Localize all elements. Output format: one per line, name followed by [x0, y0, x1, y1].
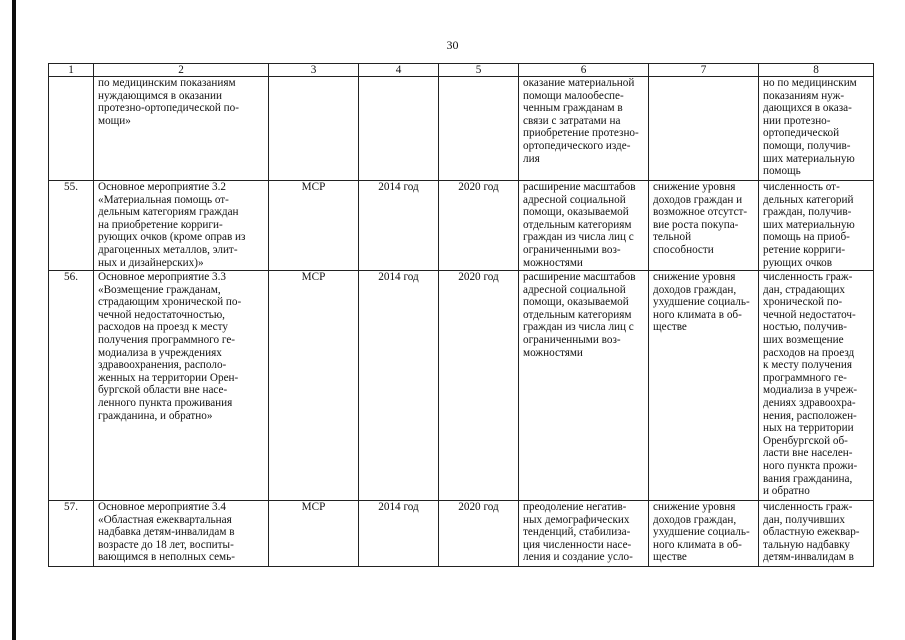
column-number: 5 — [439, 64, 519, 77]
column-number: 6 — [519, 64, 649, 77]
expected-result: расширение масштабов адресной социальной помощи, оказываемой отдельным категориям граждан из числа лиц с ограниченными воз- можностями — [519, 271, 649, 501]
indicator: численность граж- дан, страдающих хронической по- чечной недостаточ- ностью, получив- ших возмещение расходов на проезд к месту получения программного ге- модиализа в учреж- дениях здравоохра- нения, расположен- ных на территории Оренбургской об- ласти вне населен- ного пункта прожи- вания гражданина, и обратно — [759, 271, 874, 501]
expected-result: расширение масштабов адресной социальной помощи, оказываемой отдельным категориям граждан из числа лиц с ограниченными воз- можностями — [519, 181, 649, 271]
event-name: Основное мероприятие 3.2 «Материальная помощь от- дельным категориям граждан на приобретение корриги- рующих очков (кроме оправ из драгоценных металлов, элит- ных и дизайнерских)» — [94, 181, 269, 271]
executor: МСР — [269, 501, 359, 567]
column-number: 4 — [359, 64, 439, 77]
end-year: 2020 год — [439, 181, 519, 271]
column-number: 3 — [269, 64, 359, 77]
executor — [269, 77, 359, 181]
end-year: 2020 год — [439, 271, 519, 501]
end-year: 2020 год — [439, 501, 519, 567]
end-year — [439, 77, 519, 181]
non-implementation-consequence — [649, 77, 759, 181]
expected-result: оказание материальной помощи малообеспе- ченным гражданам в связи с затратами на приобретение протезно- ортопедического изде- лия — [519, 77, 649, 181]
column-number: 1 — [49, 64, 94, 77]
event-name: Основное мероприятие 3.3 «Возмещение гражданам, страдающим хронической по- чечной недостаточностью, расходов на проезд к месту получения программного ге- модиализа в учреждениях здравоохранения, располо- женных на территории Орен- бургской области вне насе- ленного пункта проживания гражданина, и обратно» — [94, 271, 269, 501]
start-year: 2014 год — [359, 181, 439, 271]
expected-result: преодоление негатив- ных демографических тенденций, стабилиза- ция численности насе- ления и создание усло- — [519, 501, 649, 567]
executor: МСР — [269, 181, 359, 271]
column-number: 2 — [94, 64, 269, 77]
program-table — [48, 63, 874, 567]
row-number: 55. — [49, 181, 94, 271]
start-year: 2014 год — [359, 501, 439, 567]
table-row — [49, 501, 874, 567]
event-name: по медицинским показаниям нуждающимся в оказании протезно-ортопедической по- мощи» — [94, 77, 269, 181]
non-implementation-consequence: снижение уровня доходов граждан, ухудшение социаль- ного климата в об- ществе — [649, 501, 759, 567]
page-number: 30 — [446, 38, 459, 52]
table-row — [49, 271, 874, 501]
non-implementation-consequence: снижение уровня доходов граждан и возможное отсутст- вие роста покупа- тельной способности — [649, 181, 759, 271]
table-row — [49, 181, 874, 271]
row-number: 57. — [49, 501, 94, 567]
column-number: 8 — [759, 64, 874, 77]
start-year — [359, 77, 439, 181]
executor: МСР — [269, 271, 359, 501]
column-number-row — [49, 64, 874, 77]
row-number: 56. — [49, 271, 94, 501]
table-row — [49, 77, 874, 181]
indicator: но по медицинским показаниям нуж- дающихся в оказа- нии протезно- ортопедической помощи, получив- ших материальную помощь — [759, 77, 874, 181]
indicator: численность от- дельных категорий граждан, получив- ших материальную помощь на приоб- ретение корриги- рующих очков — [759, 181, 874, 271]
start-year: 2014 год — [359, 271, 439, 501]
scan-edge-bar — [12, 0, 16, 640]
row-number — [49, 77, 94, 181]
indicator: численность граж- дан, получивших областную ежеквар- тальную надбавку детям-инвалидам в — [759, 501, 874, 567]
column-number: 7 — [649, 64, 759, 77]
non-implementation-consequence: снижение уровня доходов граждан, ухудшение социаль- ного климата в об- ществе — [649, 271, 759, 501]
event-name: Основное мероприятие 3.4 «Областная ежеквартальная надбавка детям-инвалидам в возрасте до 18 лет, воспиты- вающимся в неполных семь- — [94, 501, 269, 567]
